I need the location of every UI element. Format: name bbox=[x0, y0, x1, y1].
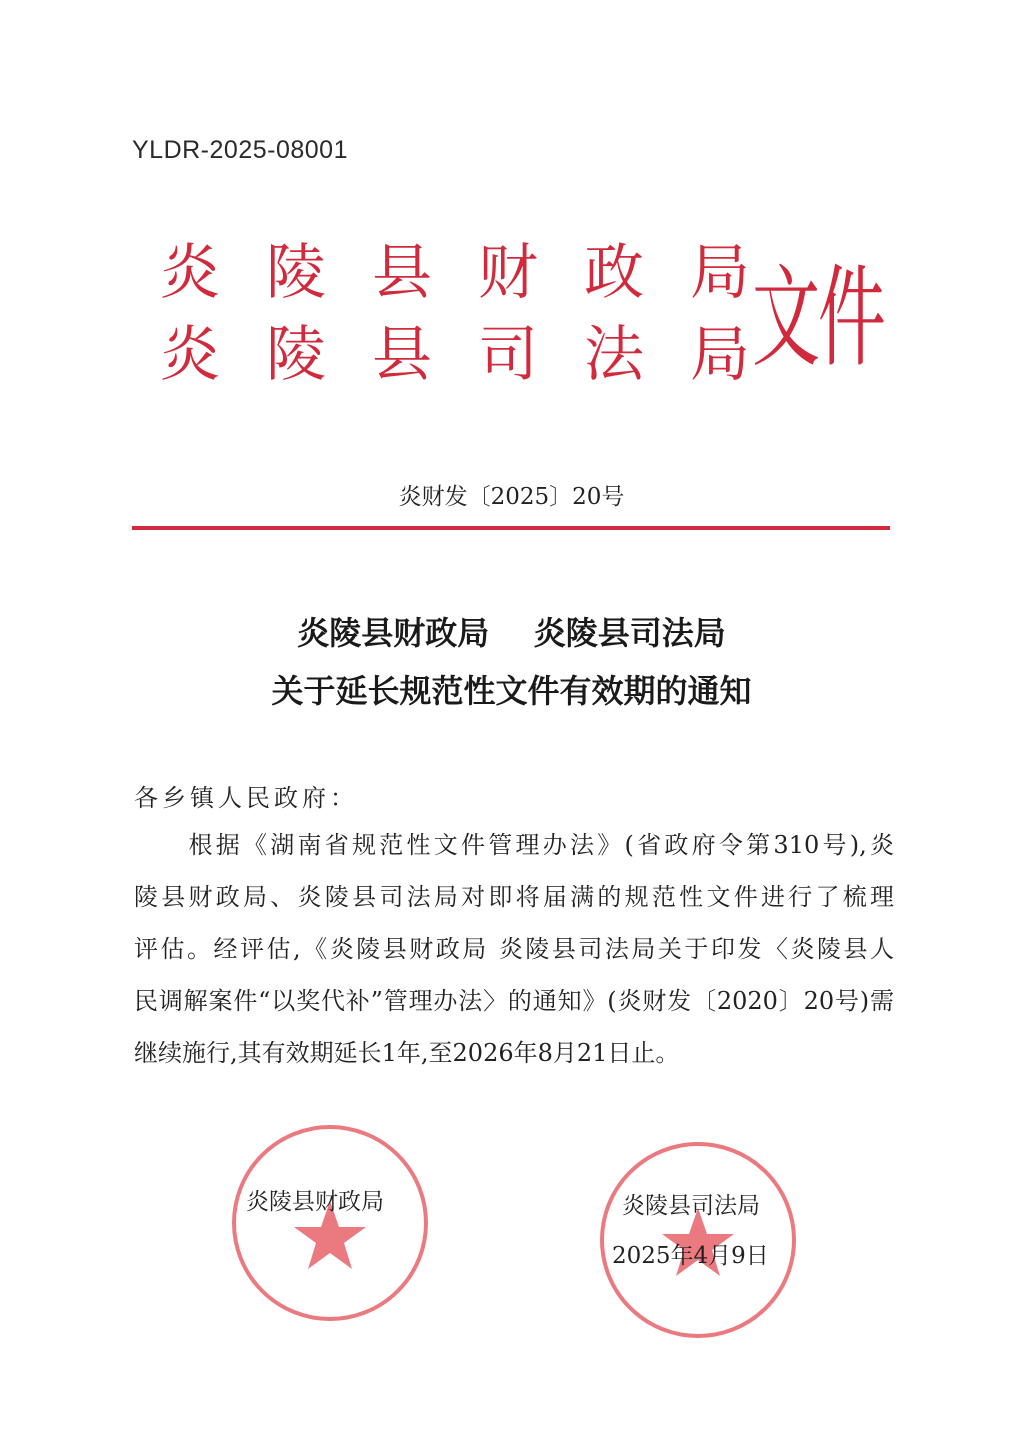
title-line-2: 关于延长规范性文件有效期的通知 bbox=[271, 672, 752, 710]
signature-finance: 炎陵县财政局 bbox=[246, 1189, 384, 1215]
signature-date: 2025年4月9日 bbox=[612, 1243, 769, 1269]
masthead-suffix: 文件 bbox=[752, 254, 884, 382]
signature-justice: 炎陵县司法局 bbox=[622, 1193, 760, 1219]
body-line: 根据《湖南省规范性文件管理办法》(省政府令第310号),炎 bbox=[134, 831, 894, 859]
document-number: 炎财发〔2025〕20号 bbox=[398, 484, 625, 510]
body-line: 继续施行,其有效期延长1年,至2026年8月21日止。 bbox=[134, 1039, 680, 1067]
masthead-issuer-1: 炎陵县财政局 bbox=[160, 238, 796, 308]
star-icon bbox=[236, 1129, 424, 1317]
official-seal-finance bbox=[232, 1125, 428, 1321]
body-line: 民调解案件“以奖代补”管理办法〉的通知》(炎财发〔2020〕20号)需 bbox=[134, 987, 894, 1015]
body-line: 评估。经评估,《炎陵县财政局 炎陵县司法局关于印发〈炎陵县人 bbox=[134, 935, 894, 963]
salutation: 各乡镇人民政府： bbox=[134, 784, 358, 812]
body-line: 陵县财政局、炎陵县司法局对即将届满的规范性文件进行了梳理 bbox=[134, 883, 894, 911]
red-divider bbox=[132, 526, 890, 530]
document-code: YLDR-2025-08001 bbox=[132, 136, 348, 164]
title-line-1: 炎陵县财政局 炎陵县司法局 bbox=[297, 614, 726, 652]
masthead-issuer-2: 炎陵县司法局 bbox=[160, 320, 796, 390]
